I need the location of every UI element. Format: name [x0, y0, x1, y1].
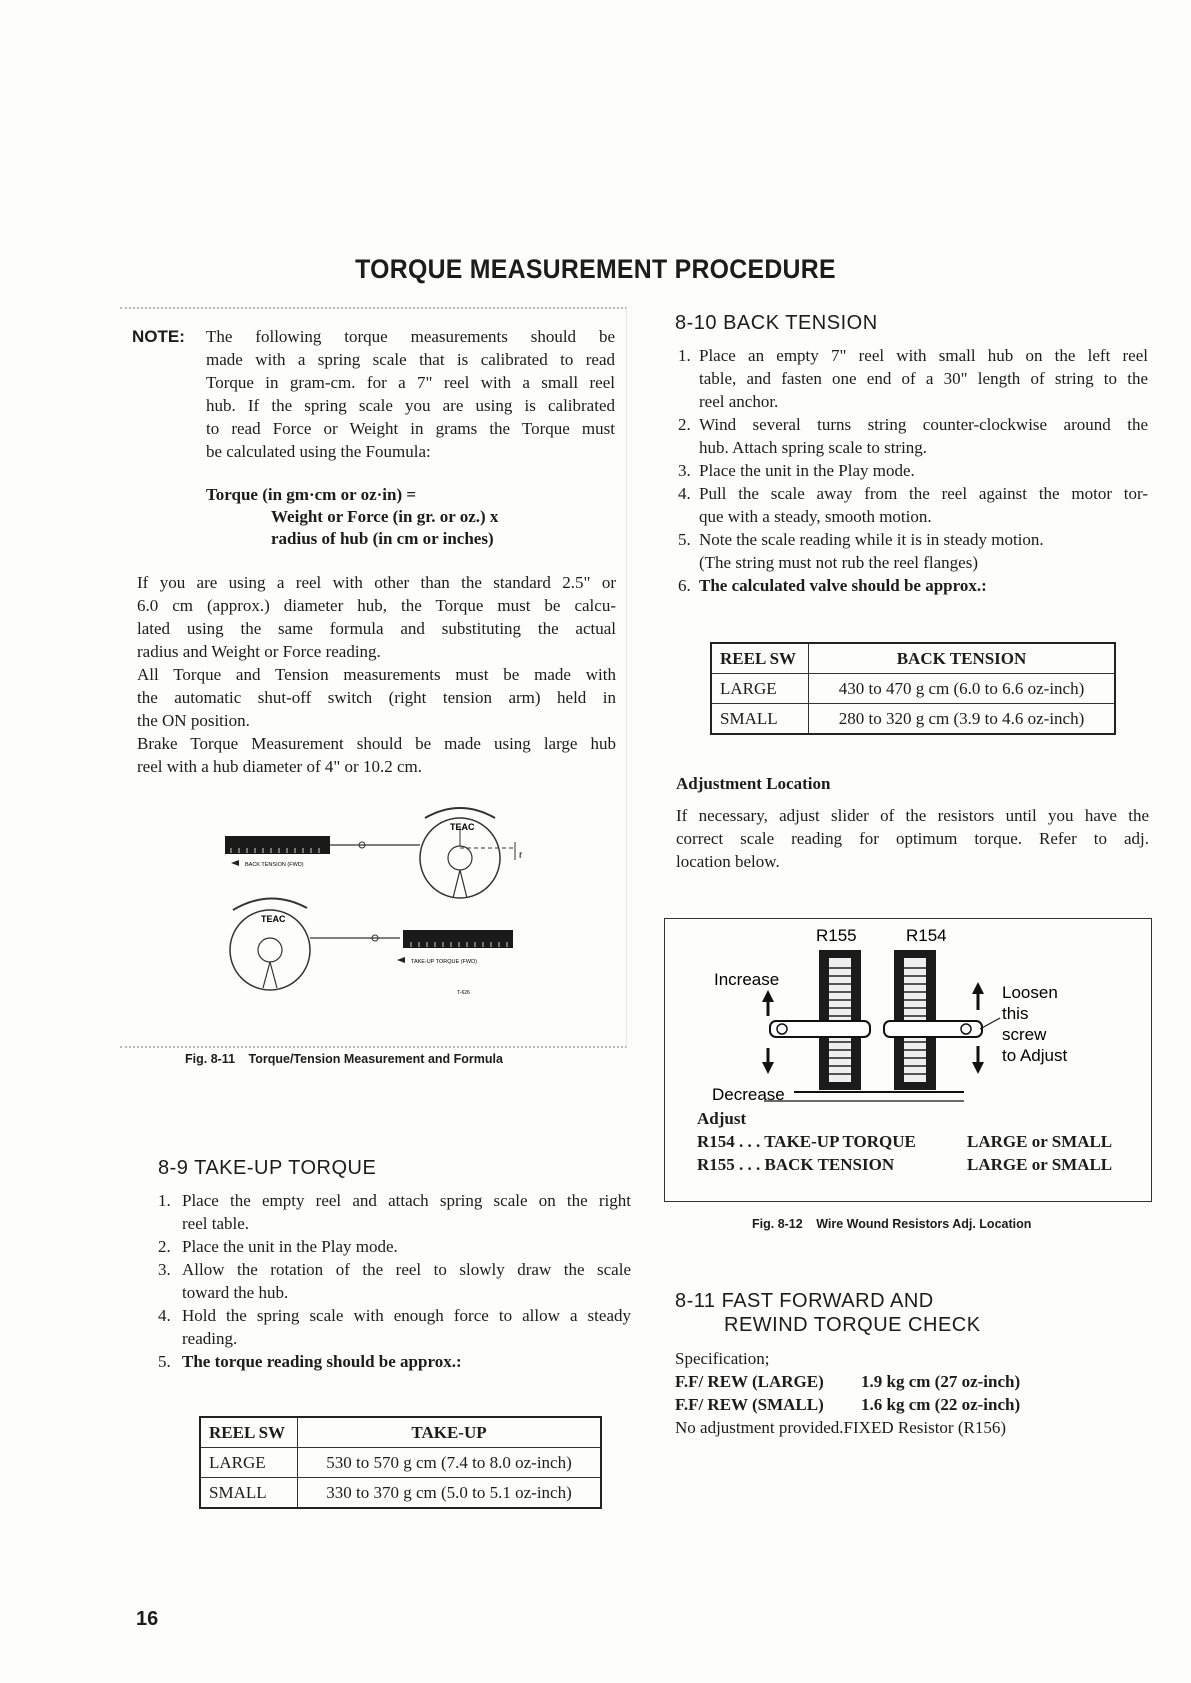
table-row [200, 1448, 601, 1478]
figure-title: Wire Wound Resistors Adj. Location [816, 1217, 1032, 1231]
spec-value: 1.9 kg cm (27 oz-inch) [861, 1372, 1021, 1391]
step-number: 4. [158, 1306, 171, 1325]
adjust-row-left: R155 . . . BACK TENSION [697, 1155, 895, 1174]
step-number: 1. [158, 1191, 171, 1210]
decrease-arrow-icon [762, 1062, 774, 1074]
adjustment-line: If necessary, adjust slider of the resistors until you have the [676, 806, 1149, 825]
step-number: 1. [678, 346, 691, 365]
note-paragraph-line: the automatic shut-off switch (right tension arm) held in [137, 688, 616, 707]
step-line: reel anchor. [699, 392, 779, 411]
loosen-label: to Adjust [1002, 1046, 1068, 1065]
adjust-row-left: R154 . . . TAKE-UP TORQUE [697, 1132, 916, 1151]
step-number: 5. [678, 530, 691, 549]
table-header: TAKE-UP [298, 1417, 602, 1448]
step-number: 2. [158, 1237, 171, 1256]
step-line: Hold the spring scale with enough force to allow a steady [182, 1306, 631, 1325]
table-cell: 430 to 470 g cm (6.0 to 6.6 oz-inch) [809, 674, 1116, 704]
step-line: toward the hub. [182, 1283, 289, 1302]
section-8-11-heading: 8-11 FAST FORWARD AND [675, 1290, 934, 1312]
step-line: Wind several turns string counter-clockwise around the [699, 415, 1148, 434]
pull-arrow-icon [397, 957, 405, 963]
back-tension-table [710, 642, 1116, 735]
table-cell: LARGE [200, 1448, 298, 1478]
note-line: The following torque measurements should be [206, 327, 615, 346]
figure-title: Torque/Tension Measurement and Formula [248, 1052, 503, 1066]
step-line: The torque reading should be approx.: [182, 1352, 462, 1371]
scale-label: TAKE-UP TORQUE (FWD) [411, 959, 477, 965]
figure-number: Fig. 8-11 [185, 1052, 236, 1066]
table-header: REEL SW [200, 1417, 298, 1448]
note-paragraph-line: If you are using a reel with other than the standard 2.5" or [137, 573, 616, 592]
reel-hub [448, 846, 472, 870]
step-number: 3. [678, 461, 691, 480]
formula-line: Torque (in gm·cm or oz·in) = [206, 485, 417, 504]
step-line: The calculated valve should be approx.: [699, 576, 987, 595]
r155-label: R155 [816, 926, 857, 945]
step-line: Place the empty reel and attach spring scale on the right [182, 1191, 631, 1210]
table-row [711, 704, 1115, 735]
note-line: made with a spring scale that is calibrated to read [206, 350, 615, 369]
slider-r155 [770, 1021, 870, 1037]
step-line: (The string must not rub the reel flanges) [699, 553, 979, 572]
table-header: REEL SW [711, 643, 809, 674]
loosen-label: Loosen [1002, 983, 1058, 1002]
note-paragraph-line: Brake Torque Measurement should be made using large hub [137, 734, 616, 753]
table-cell: LARGE [711, 674, 809, 704]
step-line: reading. [182, 1329, 238, 1348]
figure-number: Fig. 8-12 [752, 1217, 803, 1231]
adjustment-line: location below. [676, 852, 780, 871]
figure-code: T-626 [457, 990, 470, 996]
spring-scale-top [225, 836, 330, 854]
increase-label: Increase [714, 970, 780, 989]
spec-label: F.F/ REW (SMALL) [675, 1395, 824, 1414]
adjust-title: Adjust [697, 1109, 747, 1128]
torque-measurement-figure [225, 790, 545, 1010]
note-paragraph-line: the ON position. [137, 711, 250, 730]
reel-brand-label: TEAC [261, 914, 286, 924]
reel-rotation-arrow-icon [233, 898, 307, 910]
note-line: be calculated using the Foumula: [206, 442, 431, 461]
step-line: Note the scale reading while it is in steady motion. [699, 530, 1044, 549]
loosen-down-arrow-icon [972, 1062, 984, 1074]
table-row [711, 674, 1115, 704]
reel-rotation-arrow-icon [425, 808, 495, 818]
formula-line: Weight or Force (in gr. or oz.) x [271, 507, 499, 526]
reel-hub [258, 938, 282, 962]
note-paragraph-line: radius and Weight or Force reading. [137, 642, 381, 661]
step-line: Pull the scale away from the reel against the motor tor- [699, 484, 1148, 503]
step-line: table, and fasten one end of a 30" length of string to the [699, 369, 1148, 388]
scale-label: BACK TENSION (FWD) [245, 862, 304, 868]
note-line: hub. If the spring scale you are using is calibrated [206, 396, 615, 415]
take-up-torque-table [199, 1416, 602, 1509]
step-number: 2. [678, 415, 691, 434]
table-cell: 330 to 370 g cm (5.0 to 5.1 oz-inch) [298, 1478, 602, 1509]
reel-brand-label: TEAC [450, 822, 475, 832]
page-number: 16 [136, 1608, 159, 1630]
step-line: Place the unit in the Play mode. [699, 461, 915, 480]
spec-value: 1.6 kg cm (22 oz-inch) [861, 1395, 1021, 1414]
loosen-label: screw [1002, 1025, 1047, 1044]
step-number: 6. [678, 576, 691, 595]
figure-8-11-caption [185, 1052, 503, 1066]
pull-arrow-icon [231, 860, 239, 866]
radius-label: r [519, 850, 523, 861]
spec-label: F.F/ REW (LARGE) [675, 1372, 824, 1391]
table-row [200, 1478, 601, 1509]
table-header: BACK TENSION [809, 643, 1116, 674]
step-line: reel table. [182, 1214, 250, 1233]
table-cell: 530 to 570 g cm (7.4 to 8.0 oz-inch) [298, 1448, 602, 1478]
decrease-label: Decrease [712, 1085, 785, 1104]
formula-line: radius of hub (in cm or inches) [271, 529, 494, 548]
figure-8-12-caption [752, 1217, 1031, 1231]
r154-label: R154 [906, 926, 947, 945]
adjustment-heading: Adjustment Location [676, 774, 831, 793]
step-number: 4. [678, 484, 691, 503]
step-line: que with a steady, smooth motion. [699, 507, 932, 526]
note-label: NOTE: [132, 327, 185, 346]
fixed-resistor-note: No adjustment provided.FIXED Resistor (R156) [675, 1418, 1006, 1437]
step-line: Place the unit in the Play mode. [182, 1237, 398, 1256]
note-paragraph-line: reel with a hub diameter of 4" or 10.2 cm. [137, 757, 422, 776]
note-paragraph-line: 6.0 cm (approx.) diameter hub, the Torque must be calcu- [137, 596, 616, 615]
table-cell: 280 to 320 g cm (3.9 to 4.6 oz-inch) [809, 704, 1116, 735]
step-line: hub. Attach spring scale to string. [699, 438, 928, 457]
loosen-label: this [1002, 1004, 1029, 1023]
specification-label: Specification; [675, 1349, 770, 1368]
section-8-11-heading-line2: REWIND TORQUE CHECK [724, 1314, 981, 1336]
note-paragraph-line: All Torque and Tension measurements must be made with [137, 665, 616, 684]
section-8-9-heading: 8-9 TAKE-UP TORQUE [158, 1157, 377, 1179]
step-line: Allow the rotation of the reel to slowly draw the scale [182, 1260, 631, 1279]
section-8-10-heading: 8-10 BACK TENSION [675, 312, 878, 334]
note-paragraph-line: lated using the same formula and substituting the actual [137, 619, 616, 638]
table-cell: SMALL [711, 704, 809, 735]
table-cell: SMALL [200, 1478, 298, 1509]
note-line: to read Force or Weight in grams the Torque must [206, 419, 615, 438]
page-title: TORQUE MEASUREMENT PROCEDURE [355, 254, 836, 284]
table-header-row [711, 643, 1115, 674]
note-line: Torque in gram-cm. for a 7" reel with a small reel [206, 373, 615, 392]
adjust-row-right: LARGE or SMALL [967, 1132, 1113, 1151]
step-line: Place an empty 7" reel with small hub on the left reel [699, 346, 1148, 365]
adjustment-line: correct scale reading for optimum torque. Refer to adj. [676, 829, 1149, 848]
step-number: 3. [158, 1260, 171, 1279]
wire-wound-resistors-diagram [664, 918, 1150, 1118]
step-number: 5. [158, 1352, 171, 1371]
table-header-row [200, 1417, 601, 1448]
adjust-row-right: LARGE or SMALL [967, 1155, 1113, 1174]
